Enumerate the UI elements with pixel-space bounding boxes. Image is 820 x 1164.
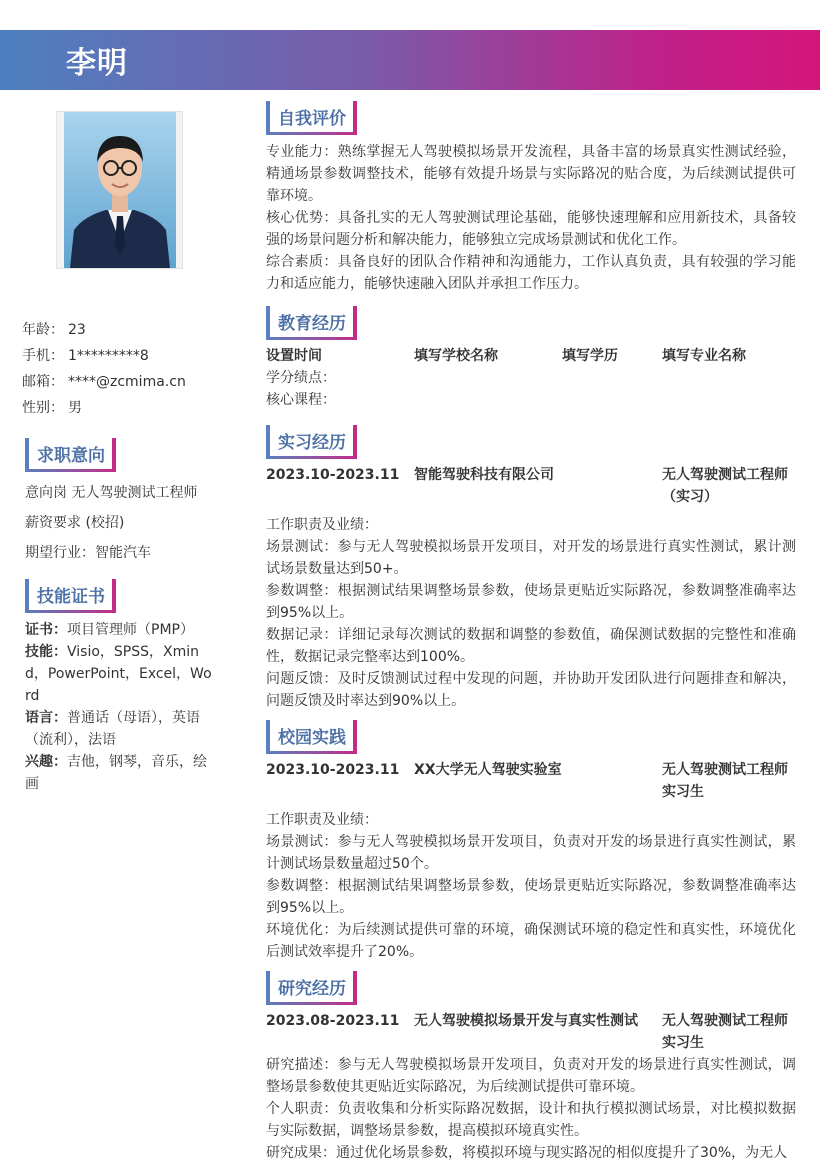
- skill-label: 语言：: [25, 710, 67, 726]
- info-phone: [22, 343, 222, 369]
- section-title-education: 教育经历: [266, 306, 357, 337]
- intent-position: 意向岗 无人驾驶测试工程师: [25, 485, 198, 501]
- skill-label: 技能：: [25, 644, 67, 660]
- info-value: ****@zcmima.cn: [68, 374, 186, 390]
- research-role-suffix: 实习生: [662, 1035, 704, 1051]
- skill-text: 项目管理师（PMP）: [67, 622, 194, 638]
- skill-label: 兴趣：: [25, 754, 67, 770]
- internship-header-row: [266, 464, 796, 486]
- internship-paragraph: 参数调整：根据测试结果调整场景参数，使场景更贴近实际路况，参数调整准确率达到95%以上。: [266, 583, 796, 621]
- education-courses: 核心课程：: [266, 392, 336, 408]
- self-eval-section: [266, 101, 796, 295]
- section-title-internship: 实习经历: [266, 425, 357, 456]
- internship-role: 无人驾驶测试工程师: [662, 467, 788, 483]
- campus-role-row: [266, 781, 796, 803]
- internship-paragraph: 工作职责及业绩：: [266, 517, 378, 533]
- research-section: [266, 971, 796, 1164]
- intent-industry: 期望行业：智能汽车: [25, 545, 151, 561]
- skill-item-language: [25, 707, 215, 751]
- portrait-image: [64, 112, 176, 268]
- info-email: [22, 369, 222, 395]
- research-role: 无人驾驶测试工程师: [662, 1013, 788, 1029]
- profile-photo: [56, 111, 183, 269]
- skill-item-cert: [25, 619, 215, 641]
- section-title-campus: 校园实践: [266, 720, 357, 751]
- skill-text: Visio，SPSS，Xmind，PowerPoint，Excel，Word: [25, 644, 212, 704]
- info-label: 年龄：: [22, 322, 64, 338]
- campus-header-row: [266, 759, 796, 781]
- internship-role-suffix: （实习）: [662, 489, 718, 505]
- research-date: 2023.08-2023.11: [266, 1013, 400, 1029]
- research-role-row: [266, 1032, 796, 1054]
- info-value: 23: [68, 322, 86, 338]
- section-title-self-eval: 自我评价: [266, 101, 357, 132]
- job-intent-section: [25, 438, 225, 568]
- info-age: [22, 317, 222, 343]
- campus-date: 2023.10-2023.11: [266, 762, 400, 778]
- skill-item-hobby: [25, 751, 215, 795]
- candidate-name: 李明: [66, 46, 128, 81]
- research-paragraph: 研究成果：通过优化场景参数，将模拟环境与现实路况的相似度提升了30%，为无人: [266, 1145, 788, 1161]
- self-eval-paragraph: 核心优势：具备扎实的无人驾驶测试理论基础，能够快速理解和应用新技术，具备较强的场景问题分析和解决能力，能够独立完成场景测试和优化工作。: [266, 210, 796, 248]
- section-title-research: 研究经历: [266, 971, 357, 1002]
- skills-section: [25, 579, 215, 795]
- section-title-intent: 求职意向: [25, 438, 116, 469]
- research-header-row: [266, 1010, 796, 1032]
- internship-paragraph: 问题反馈：及时反馈测试过程中发现的问题，并协助开发团队进行问题排查和解决，问题反馈及时率达到90%以上。: [266, 671, 796, 709]
- info-gender: [22, 395, 222, 421]
- education-gpa: 学分绩点：: [266, 370, 336, 386]
- info-value: 男: [68, 400, 82, 416]
- section-title-skills: 技能证书: [25, 579, 116, 610]
- intent-salary: 薪资要求 (校招): [25, 515, 125, 531]
- skill-item-tools: [25, 641, 215, 707]
- campus-paragraph: 工作职责及业绩：: [266, 812, 378, 828]
- info-label: 性别：: [22, 400, 64, 416]
- basic-info: [22, 317, 222, 421]
- skill-text: 普通话（母语），英语（流利），法语: [25, 710, 200, 748]
- skill-text: 吉他，钢琴，音乐，绘画: [25, 754, 207, 792]
- research-paragraph: 研究描述：参与无人驾驶模拟场景开发项目，负责对开发的场景进行真实性测试，调整场景参数使其更贴近实际路况，为后续测试提供可靠环境。: [266, 1057, 796, 1095]
- education-major: 填写专业名称: [662, 348, 746, 364]
- info-label: 手机：: [22, 348, 64, 364]
- campus-role: 无人驾驶测试工程师: [662, 762, 788, 778]
- self-eval-paragraph: 综合素质：具备良好的团队合作精神和沟通能力，工作认真负责，具有较强的学习能力和适应能力，能够快速融入团队并承担工作压力。: [266, 254, 796, 292]
- info-value: 1*********8: [68, 348, 149, 364]
- internship-date: 2023.10-2023.11: [266, 467, 400, 483]
- self-eval-paragraph: 专业能力：熟练掌握无人驾驶模拟场景开发流程，具备丰富的场景真实性测试经验，精通场景参数调整技术，能够有效提升场景与实际路况的贴合度，为后续测试提供可靠环境。: [266, 144, 796, 204]
- campus-role-suffix: 实习生: [662, 784, 704, 800]
- campus-paragraph: 参数调整：根据测试结果调整场景参数，使场景更贴近实际路况，参数调整准确率达到95%以上。: [266, 878, 796, 916]
- education-header-row: [266, 345, 796, 367]
- campus-paragraph: 场景测试：参与无人驾驶模拟场景开发项目，负责对开发的场景进行真实性测试，累计测试场景数量超过50个。: [266, 834, 796, 872]
- internship-role-row: [266, 486, 796, 508]
- campus-section: [266, 720, 796, 963]
- research-project: 无人驾驶模拟场景开发与真实性测试: [414, 1013, 638, 1029]
- education-section: [266, 306, 796, 411]
- internship-paragraph: 场景测试：参与无人驾驶模拟场景开发项目，对开发的场景进行真实性测试，累计测试场景数量达到50+。: [266, 539, 796, 577]
- internship-company: 智能驾驶科技有限公司: [414, 467, 554, 483]
- info-label: 邮箱：: [22, 374, 64, 390]
- education-degree: 填写学历: [562, 348, 618, 364]
- internship-section: [266, 425, 796, 712]
- header-banner: [0, 30, 820, 90]
- internship-paragraph: 数据记录：详细记录每次测试的数据和调整的参数值，确保测试数据的完整性和准确性，数据记录完整率达到100%。: [266, 627, 796, 665]
- education-school: 填写学校名称: [414, 348, 498, 364]
- skill-label: 证书：: [25, 622, 67, 638]
- campus-paragraph: 环境优化：为后续测试提供可靠的环境，确保测试环境的稳定性和真实性，环境优化后测试效率提升了20%。: [266, 922, 796, 960]
- education-time: 设置时间: [266, 348, 322, 364]
- campus-org: XX大学无人驾驶实验室: [414, 762, 562, 778]
- research-paragraph: 个人职责：负责收集和分析实际路况数据，设计和执行模拟测试场景，对比模拟数据与实际数据，调整场景参数，提高模拟环境真实性。: [266, 1101, 796, 1139]
